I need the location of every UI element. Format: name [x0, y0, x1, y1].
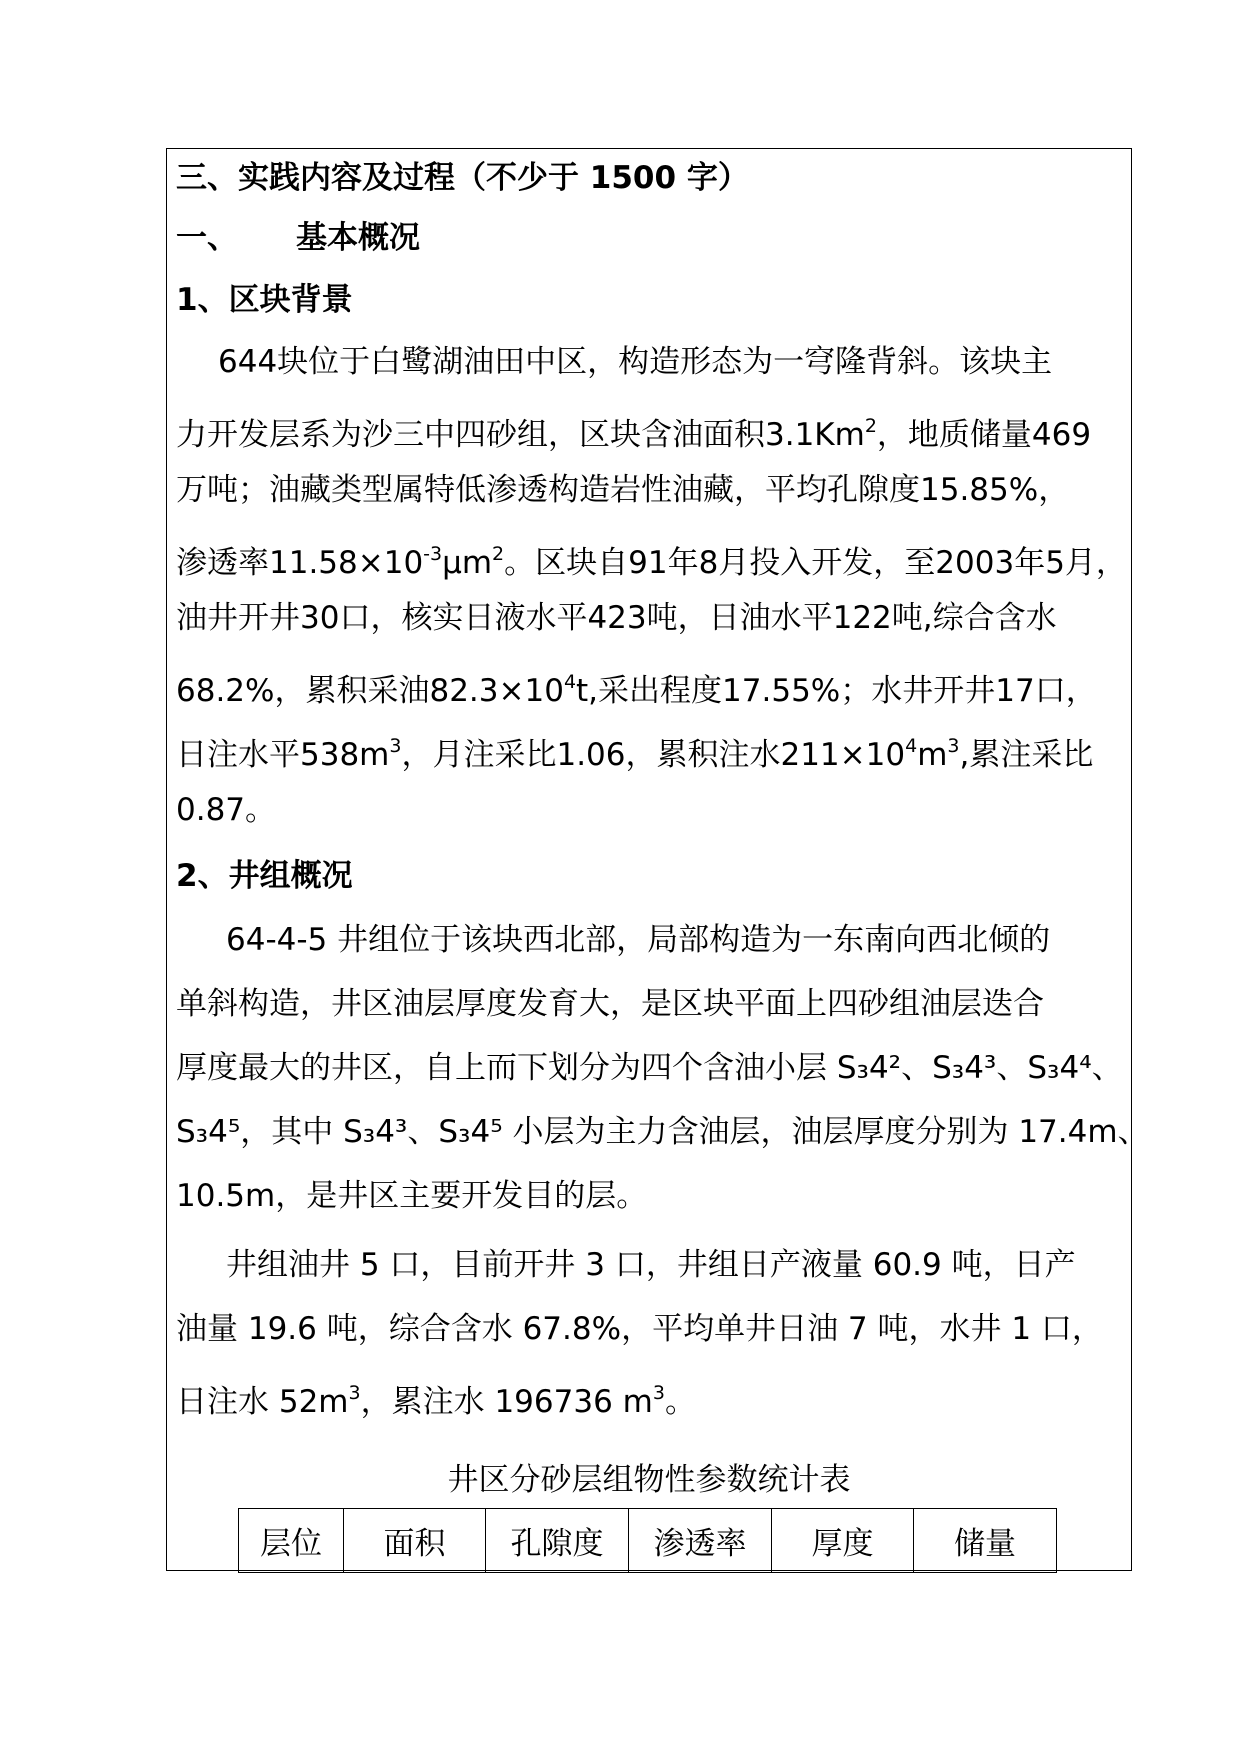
table-header-row — [239, 1509, 1057, 1573]
para2-line-4: S₃4⁵，其中 S₃4³、S₃4⁵ 小层为主力含油层，油层厚度分别为 17.4m、 — [176, 1114, 1149, 1150]
subheading-block-background: 1、区块背景 — [176, 282, 353, 318]
para1-line-3: 万吨；油藏类型属特低渗透构造岩性油藏，平均孔隙度15.85%， — [176, 472, 1070, 508]
para1-line-4: 渗透率$11.58\times 10^{-3}\mu m^2$。区块自91年8月投入开发，至2003年5月， — [176, 543, 1127, 581]
para2-line-1: 64-4-5 井组位于该块西北部，局部构造为一东南向西北倾的 — [226, 922, 1051, 958]
table-header-cell: 孔隙度 — [486, 1509, 629, 1573]
table-header-cell: 渗透率 — [629, 1509, 772, 1573]
table-header-cell: 面积 — [344, 1509, 486, 1573]
para1-line-5: 油井开井30口，核实日液水平423吨，日油水平122吨,综合含水 — [176, 600, 1057, 636]
para1-line-1 — [176, 342, 1121, 382]
table-caption: 井区分砂层组物性参数统计表 — [447, 1462, 851, 1498]
para1-line-7: 日注水平$538m^3$，月注采比1.06，累积注水$211\times 10^4m^3$,累注采比 — [176, 735, 1094, 773]
para2-line-5: 10.5m，是井区主要开发目的层。 — [176, 1178, 648, 1214]
section-1-number: 一、 — [176, 220, 238, 256]
table-header-cell: 储量 — [914, 1509, 1057, 1573]
para3-line-3: 日注水 $52m^3$，累注水 196736 $m^3$。 — [176, 1382, 696, 1420]
para1-line-6: 68.2%，累积采油$82.3\times 10^4t$,采出程度17.55%；水井开井17口， — [176, 671, 1097, 709]
para1-line-8: 0.87。 — [176, 792, 277, 828]
section-heading: 三、实践内容及过程（不少于 1500 字） — [176, 160, 749, 196]
section-1-title: 基本概况 — [296, 220, 420, 256]
para3-line-1: 井组油井 5 口，目前开井 3 口，井组日产液量 60.9 吨，日产 — [226, 1247, 1076, 1283]
para1-line-1-text: 644块位于白鹭湖油田中区，构造形态为一穹隆背斜。该块主 — [218, 344, 1053, 380]
para2-line-3: 厚度最大的井区，自上而下划分为四个含油小层 S₃4²、S₃4³、S₃4⁴、 — [176, 1050, 1123, 1086]
para2-line-2: 单斜构造，井区油层厚度发育大，是区块平面上四砂组油层迭合 — [176, 986, 1044, 1022]
property-table — [238, 1508, 1057, 1573]
para3-line-2: 油量 19.6 吨，综合含水 67.8%，平均单井日油 7 吨，水井 1 口， — [176, 1311, 1103, 1347]
para1-line-2: 力开发层系为沙三中四砂组，区块含油面积3.1Km$^2$，地质储量469 — [176, 415, 1092, 453]
section-1-heading — [176, 218, 420, 258]
table-header-cell: 层位 — [239, 1509, 344, 1573]
table-header-cell: 厚度 — [772, 1509, 914, 1573]
subheading-well-group: 2、井组概况 — [176, 858, 353, 894]
